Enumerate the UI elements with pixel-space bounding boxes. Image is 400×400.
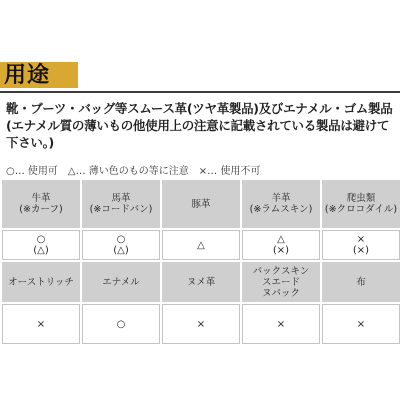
header-note: (※ラムスキン) — [249, 204, 313, 215]
value-cell-enamel — [82, 304, 160, 344]
header-note: (※クロコダイル) — [324, 204, 398, 215]
value-symbol: ○ — [36, 234, 46, 245]
section-heading: 用途 — [4, 63, 51, 88]
value-cell-ostrich — [2, 304, 80, 344]
value-symbol: × — [36, 318, 46, 330]
value-symbol: × — [276, 318, 286, 330]
value-symbol: × — [196, 318, 206, 330]
header-cell-sheepskin — [242, 180, 320, 228]
usage-description: 靴・ブーツ・バッグ等スムース革(ツヤ革製品)及びエナメル・ゴム製品(エナメル質の薄いもの他使用上の注意に記載されている製品は避けて下さい。) — [6, 101, 393, 150]
header-name: 豚革 — [191, 198, 211, 210]
header-name: 羊革 — [271, 193, 291, 204]
header-name: 牛革 — [31, 193, 51, 204]
header-cell-nume-leather — [162, 262, 240, 302]
value-cell-sheepskin — [242, 230, 320, 260]
value-cell-buckskin-suede-nubuck — [242, 304, 320, 344]
header-name: 馬革 — [111, 193, 131, 204]
heading-divider — [0, 91, 400, 93]
value-symbol: × — [356, 318, 366, 330]
value-note: (×) — [352, 245, 370, 256]
header-cell-pigskin — [162, 180, 240, 228]
header-name: 爬虫類 — [346, 193, 376, 204]
value-note: (△) — [113, 245, 129, 256]
value-cell-cowhide — [2, 230, 80, 260]
symbol-legend: ○… 使用可 △… 薄い色のもの等に注意 ×… 使用不可 — [6, 166, 261, 177]
header-name: 布 — [356, 276, 366, 288]
value-note: (△) — [33, 245, 49, 256]
header-name: オーストリッチ — [8, 276, 74, 288]
header-cell-ostrich — [2, 262, 80, 302]
value-cell-horsehide — [82, 230, 160, 260]
header-name: エナメル — [102, 276, 140, 288]
value-symbol: △ — [277, 234, 285, 245]
value-cell-pigskin — [162, 230, 240, 260]
header-note: (※コードバン) — [89, 204, 153, 215]
value-cell-reptile — [322, 230, 400, 260]
header-cell-reptile — [322, 180, 400, 228]
value-note: (×) — [272, 245, 290, 256]
header-cell-buckskin-suede-nubuck — [242, 262, 320, 302]
header-cell-enamel — [82, 262, 160, 302]
value-symbol: ○ — [116, 318, 126, 330]
material-compatibility-table — [2, 180, 400, 340]
value-symbol: × — [356, 234, 366, 245]
value-cell-cloth — [322, 304, 400, 344]
header-cell-horsehide — [82, 180, 160, 228]
header-name: ヌメ革 — [186, 276, 216, 288]
header-name: スエード — [261, 276, 300, 288]
header-name: ヌバック — [262, 287, 300, 299]
value-symbol: ○ — [116, 234, 126, 245]
header-cell-cowhide — [2, 180, 80, 228]
value-symbol: △ — [197, 239, 205, 251]
header-note: (※カーフ) — [19, 204, 63, 215]
header-name: バックスキン — [252, 265, 310, 277]
value-cell-nume-leather — [162, 304, 240, 344]
header-cell-cloth — [322, 262, 400, 302]
